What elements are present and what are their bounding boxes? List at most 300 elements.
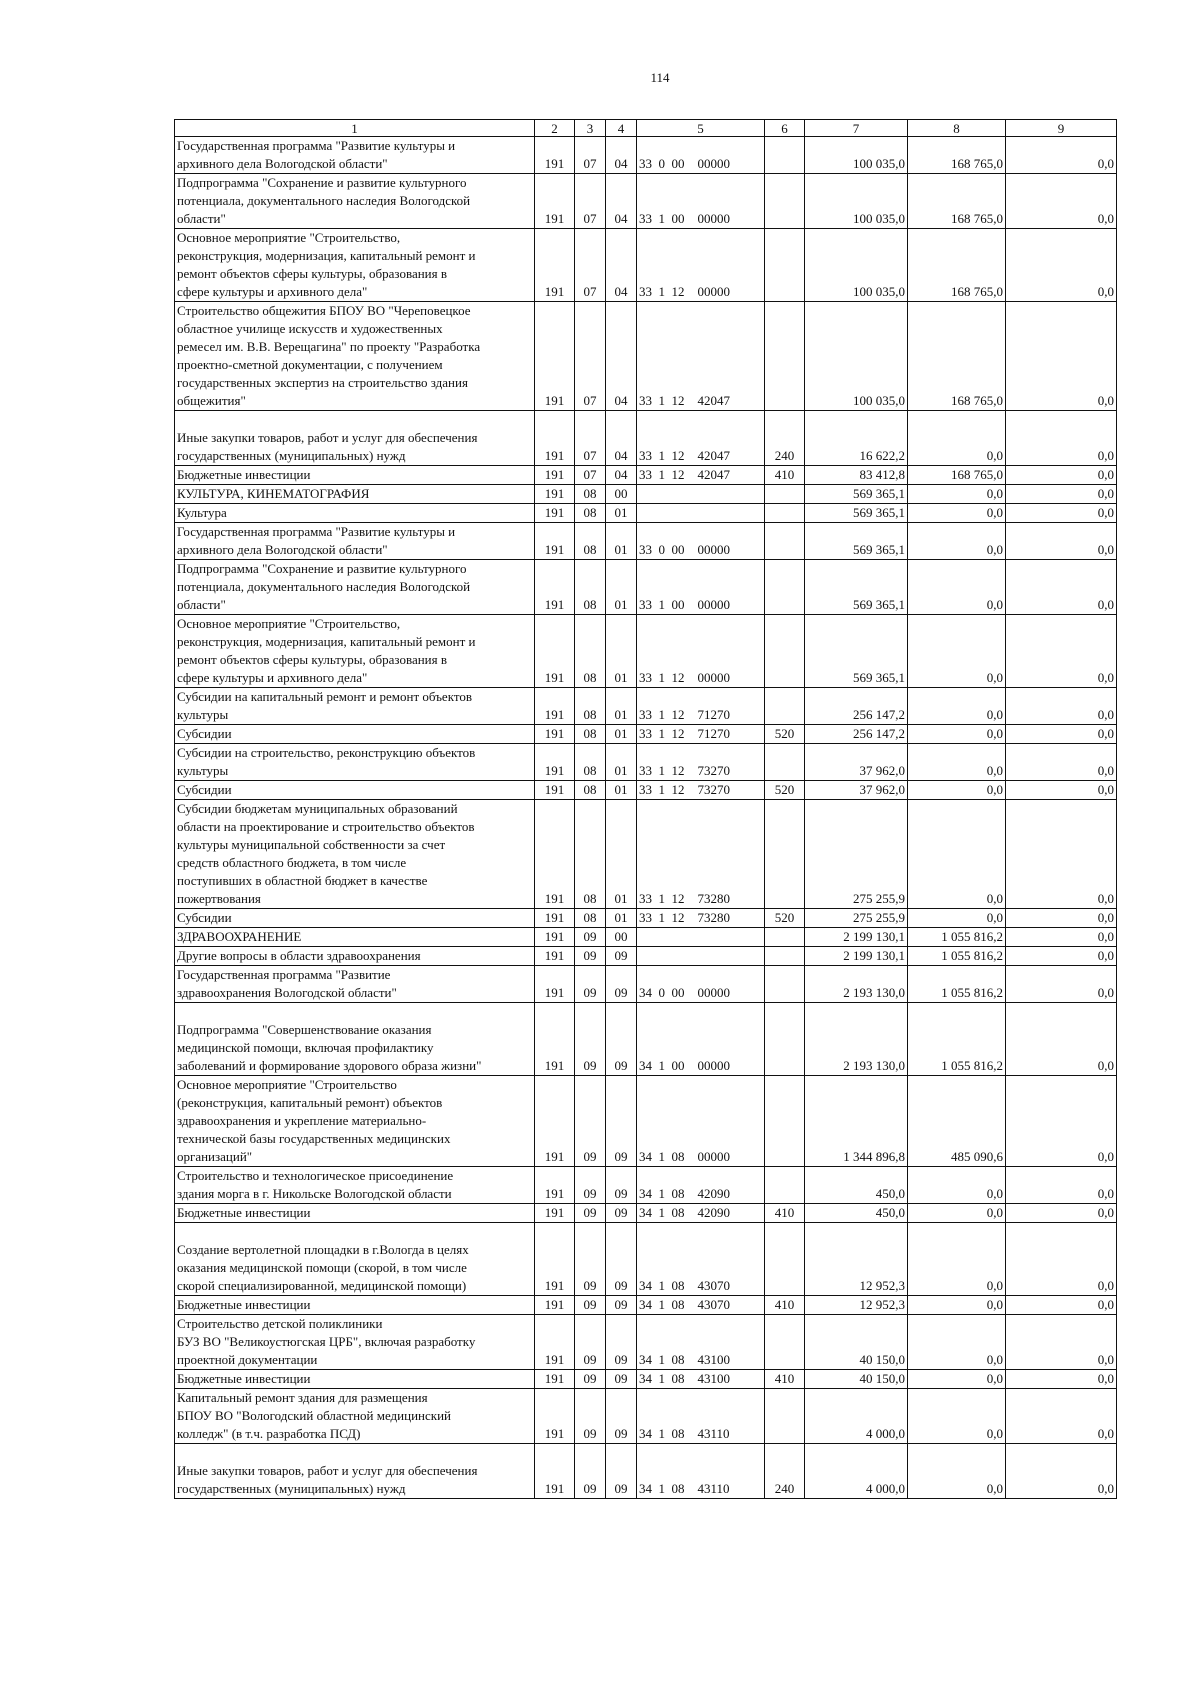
cell-col2: 191: [535, 615, 575, 688]
cell-col9: 0,0: [1006, 947, 1117, 966]
cell-col4: 09: [606, 1370, 637, 1389]
cell-col5: 34 1 00 00000: [637, 1003, 765, 1076]
cell-col7: 569 365,1: [805, 615, 908, 688]
cell-col2: 191: [535, 800, 575, 909]
cell-col8: 485 090,6: [908, 1076, 1006, 1167]
cell-col3: 08: [575, 560, 606, 615]
cell-col2: 191: [535, 1296, 575, 1315]
cell-col2: 191: [535, 485, 575, 504]
cell-col8: 0,0: [908, 560, 1006, 615]
table-row: [175, 1223, 1117, 1296]
cell-col8: 0,0: [908, 1315, 1006, 1370]
row-name: Бюджетные инвестиции: [175, 1370, 535, 1389]
cell-col7: 1 344 896,8: [805, 1076, 908, 1167]
cell-col2: 191: [535, 966, 575, 1003]
cell-col2: 191: [535, 688, 575, 725]
cell-col3: 07: [575, 174, 606, 229]
cell-col7: 2 193 130,0: [805, 1003, 908, 1076]
cell-col8: 0,0: [908, 909, 1006, 928]
cell-col6: [765, 1389, 805, 1444]
cell-col9: 0,0: [1006, 966, 1117, 1003]
column-header-7: 7: [805, 120, 908, 137]
row-name: Основное мероприятие "Строительство, реконструкция, модернизация, капитальный ремонт и ремонт объектов сферы культуры, образования в сфере культуры и архивного дела": [175, 229, 535, 302]
table-row: [175, 1167, 1117, 1204]
cell-col7: 100 035,0: [805, 137, 908, 174]
cell-col6: [765, 1003, 805, 1076]
row-name: КУЛЬТУРА, КИНЕМАТОГРАФИЯ: [175, 485, 535, 504]
row-name: Создание вертолетной площадки в г.Вологда в целях оказания медицинской помощи (скорой, в том числе скорой специализированной, медицинской помощи): [175, 1223, 535, 1296]
row-name: Основное мероприятие "Строительство, реконструкция, модернизация, капитальный ремонт и ремонт объектов сферы культуры, образования в сфере культуры и архивного дела": [175, 615, 535, 688]
cell-col3: 09: [575, 1076, 606, 1167]
cell-col7: 450,0: [805, 1204, 908, 1223]
cell-col6: [765, 485, 805, 504]
cell-col8: 0,0: [908, 781, 1006, 800]
cell-col4: 04: [606, 137, 637, 174]
cell-col5: [637, 947, 765, 966]
row-name: Бюджетные инвестиции: [175, 466, 535, 485]
cell-col3: 08: [575, 523, 606, 560]
cell-col8: 168 765,0: [908, 302, 1006, 411]
cell-col3: 08: [575, 615, 606, 688]
table-row: [175, 560, 1117, 615]
cell-col3: 09: [575, 966, 606, 1003]
cell-col2: 191: [535, 466, 575, 485]
cell-col3: 08: [575, 688, 606, 725]
cell-col9: 0,0: [1006, 928, 1117, 947]
row-name: Иные закупки товаров, работ и услуг для обеспечения государственных (муниципальных) нужд: [175, 1444, 535, 1499]
table-row: [175, 1204, 1117, 1223]
cell-col6: [765, 688, 805, 725]
cell-col9: 0,0: [1006, 615, 1117, 688]
cell-col7: 256 147,2: [805, 725, 908, 744]
cell-col7: 37 962,0: [805, 781, 908, 800]
cell-col4: 04: [606, 302, 637, 411]
cell-col5: 34 1 08 43110: [637, 1389, 765, 1444]
cell-col9: 0,0: [1006, 688, 1117, 725]
cell-col5: 34 1 08 43110: [637, 1444, 765, 1499]
cell-col2: 191: [535, 1003, 575, 1076]
cell-col4: 09: [606, 1003, 637, 1076]
cell-col8: 0,0: [908, 504, 1006, 523]
cell-col6: 520: [765, 909, 805, 928]
cell-col2: 191: [535, 174, 575, 229]
cell-col8: 0,0: [908, 1444, 1006, 1499]
cell-col5: 34 1 08 00000: [637, 1076, 765, 1167]
cell-col6: 240: [765, 411, 805, 466]
cell-col5: [637, 485, 765, 504]
cell-col9: 0,0: [1006, 1076, 1117, 1167]
cell-col3: 09: [575, 1389, 606, 1444]
cell-col4: 09: [606, 966, 637, 1003]
cell-col6: 410: [765, 1204, 805, 1223]
cell-col5: 33 1 00 00000: [637, 174, 765, 229]
cell-col7: 12 952,3: [805, 1296, 908, 1315]
cell-col8: 168 765,0: [908, 466, 1006, 485]
cell-col9: 0,0: [1006, 504, 1117, 523]
budget-table: [174, 119, 1117, 1499]
table-row: [175, 947, 1117, 966]
cell-col7: 2 199 130,1: [805, 928, 908, 947]
row-name: Государственная программа "Развитие культуры и архивного дела Вологодской области": [175, 523, 535, 560]
row-name: Субсидии на строительство, реконструкцию объектов культуры: [175, 744, 535, 781]
cell-col7: 275 255,9: [805, 909, 908, 928]
cell-col3: 09: [575, 1296, 606, 1315]
cell-col8: 0,0: [908, 1389, 1006, 1444]
cell-col6: [765, 504, 805, 523]
cell-col9: 0,0: [1006, 485, 1117, 504]
cell-col6: [765, 1167, 805, 1204]
cell-col7: 37 962,0: [805, 744, 908, 781]
cell-col2: 191: [535, 229, 575, 302]
row-name: Культура: [175, 504, 535, 523]
row-name: Подпрограмма "Совершенствование оказания медицинской помощи, включая профилактику заболеваний и формирование здорового образа жизни": [175, 1003, 535, 1076]
cell-col5: 33 1 12 42047: [637, 466, 765, 485]
table-row: [175, 466, 1117, 485]
page-number: 114: [650, 70, 670, 85]
cell-col9: 0,0: [1006, 1315, 1117, 1370]
cell-col5: 34 1 08 42090: [637, 1167, 765, 1204]
row-name: Государственная программа "Развитие культуры и архивного дела Вологодской области": [175, 137, 535, 174]
cell-col4: 01: [606, 744, 637, 781]
cell-col9: 0,0: [1006, 302, 1117, 411]
cell-col2: 191: [535, 1444, 575, 1499]
row-name: Строительство и технологическое присоединение здания морга в г. Никольске Вологодской области: [175, 1167, 535, 1204]
cell-col2: 191: [535, 909, 575, 928]
row-name: Иные закупки товаров, работ и услуг для обеспечения государственных (муниципальных) нужд: [175, 411, 535, 466]
table-row: [175, 1003, 1117, 1076]
cell-col5: 34 1 08 43070: [637, 1296, 765, 1315]
cell-col9: 0,0: [1006, 174, 1117, 229]
table-row: [175, 1315, 1117, 1370]
cell-col3: 09: [575, 1003, 606, 1076]
cell-col4: 01: [606, 560, 637, 615]
cell-col9: 0,0: [1006, 781, 1117, 800]
cell-col9: 0,0: [1006, 1296, 1117, 1315]
cell-col9: 0,0: [1006, 1389, 1117, 1444]
cell-col9: 0,0: [1006, 1444, 1117, 1499]
column-header-6: 6: [765, 120, 805, 137]
cell-col7: 569 365,1: [805, 523, 908, 560]
cell-col2: 191: [535, 560, 575, 615]
row-name: Капитальный ремонт здания для размещения БПОУ ВО "Вологодский областной медицинский колледж" (в т.ч. разработка ПСД): [175, 1389, 535, 1444]
cell-col7: 569 365,1: [805, 485, 908, 504]
row-name: Подпрограмма "Сохранение и развитие культурного потенциала, документального наследия Вологодской области": [175, 174, 535, 229]
table-row: [175, 966, 1117, 1003]
cell-col7: 450,0: [805, 1167, 908, 1204]
cell-col7: 256 147,2: [805, 688, 908, 725]
cell-col9: 0,0: [1006, 466, 1117, 485]
cell-col4: 01: [606, 725, 637, 744]
cell-col5: 33 1 12 00000: [637, 615, 765, 688]
cell-col8: 0,0: [908, 523, 1006, 560]
cell-col5: 33 1 12 73270: [637, 744, 765, 781]
cell-col7: 83 412,8: [805, 466, 908, 485]
table-row: [175, 1296, 1117, 1315]
cell-col4: 09: [606, 947, 637, 966]
table-row: [175, 485, 1117, 504]
cell-col8: 1 055 816,2: [908, 966, 1006, 1003]
table-row: [175, 1389, 1117, 1444]
cell-col6: 410: [765, 466, 805, 485]
cell-col2: 191: [535, 1223, 575, 1296]
cell-col9: 0,0: [1006, 137, 1117, 174]
table-row: [175, 928, 1117, 947]
cell-col2: 191: [535, 781, 575, 800]
cell-col8: 0,0: [908, 1204, 1006, 1223]
cell-col4: 01: [606, 800, 637, 909]
cell-col5: 33 0 00 00000: [637, 137, 765, 174]
table-row: [175, 688, 1117, 725]
table-row: [175, 504, 1117, 523]
cell-col6: [765, 1076, 805, 1167]
cell-col5: 33 1 12 73280: [637, 909, 765, 928]
cell-col4: 09: [606, 1389, 637, 1444]
cell-col2: 191: [535, 504, 575, 523]
cell-col5: 34 0 00 00000: [637, 966, 765, 1003]
table-row: [175, 523, 1117, 560]
cell-col9: 0,0: [1006, 1003, 1117, 1076]
cell-col6: [765, 137, 805, 174]
cell-col9: 0,0: [1006, 1167, 1117, 1204]
cell-col2: 191: [535, 1204, 575, 1223]
row-name: Строительство общежития БПОУ ВО "Череповецкое областное училище искусств и художественных ремесел им. В.В. Верещагина" по проекту "Разработка проектно-сметной документации, с получением государственных экспертиз на строительство здания общежития": [175, 302, 535, 411]
cell-col5: 34 1 08 42090: [637, 1204, 765, 1223]
cell-col3: 09: [575, 947, 606, 966]
cell-col2: 191: [535, 1167, 575, 1204]
row-name: Субсидии на капитальный ремонт и ремонт объектов культуры: [175, 688, 535, 725]
column-header-2: 2: [535, 120, 575, 137]
cell-col7: 2 193 130,0: [805, 966, 908, 1003]
cell-col8: 168 765,0: [908, 137, 1006, 174]
cell-col2: 191: [535, 1389, 575, 1444]
cell-col4: 01: [606, 688, 637, 725]
cell-col4: 01: [606, 504, 637, 523]
table-row: [175, 302, 1117, 411]
cell-col3: 09: [575, 1315, 606, 1370]
cell-col3: 08: [575, 744, 606, 781]
cell-col5: 33 1 12 73270: [637, 781, 765, 800]
cell-col9: 0,0: [1006, 560, 1117, 615]
cell-col6: 410: [765, 1296, 805, 1315]
column-header-9: 9: [1006, 120, 1117, 137]
cell-col9: 0,0: [1006, 1370, 1117, 1389]
cell-col4: 09: [606, 1223, 637, 1296]
row-name: Строительство детской поликлиники БУЗ ВО "Великоустюгская ЦРБ", включая разработку проектной документации: [175, 1315, 535, 1370]
cell-col5: 34 1 08 43070: [637, 1223, 765, 1296]
cell-col4: 01: [606, 909, 637, 928]
cell-col6: [765, 229, 805, 302]
cell-col7: 569 365,1: [805, 560, 908, 615]
cell-col8: 1 055 816,2: [908, 947, 1006, 966]
table-row: [175, 615, 1117, 688]
row-name: Бюджетные инвестиции: [175, 1204, 535, 1223]
cell-col8: 0,0: [908, 1223, 1006, 1296]
cell-col4: 04: [606, 411, 637, 466]
cell-col2: 191: [535, 1315, 575, 1370]
cell-col2: 191: [535, 411, 575, 466]
cell-col9: 0,0: [1006, 744, 1117, 781]
cell-col3: 09: [575, 1223, 606, 1296]
cell-col4: 09: [606, 1296, 637, 1315]
table-row: [175, 909, 1117, 928]
cell-col7: 275 255,9: [805, 800, 908, 909]
cell-col6: [765, 1223, 805, 1296]
cell-col8: 0,0: [908, 485, 1006, 504]
cell-col6: 410: [765, 1370, 805, 1389]
cell-col7: 4 000,0: [805, 1444, 908, 1499]
cell-col7: 4 000,0: [805, 1389, 908, 1444]
table-row: [175, 725, 1117, 744]
row-name: ЗДРАВООХРАНЕНИЕ: [175, 928, 535, 947]
cell-col8: 0,0: [908, 1296, 1006, 1315]
cell-col9: 0,0: [1006, 909, 1117, 928]
cell-col4: 00: [606, 928, 637, 947]
cell-col5: 33 1 12 71270: [637, 725, 765, 744]
cell-col3: 09: [575, 928, 606, 947]
cell-col7: 16 622,2: [805, 411, 908, 466]
cell-col5: 33 0 00 00000: [637, 523, 765, 560]
cell-col4: 09: [606, 1444, 637, 1499]
cell-col4: 09: [606, 1167, 637, 1204]
cell-col4: 04: [606, 466, 637, 485]
cell-col6: 520: [765, 781, 805, 800]
cell-col6: [765, 174, 805, 229]
table-row: [175, 1076, 1117, 1167]
cell-col6: [765, 523, 805, 560]
table-body: [175, 137, 1117, 1499]
cell-col6: [765, 800, 805, 909]
cell-col2: 191: [535, 928, 575, 947]
cell-col9: 0,0: [1006, 1204, 1117, 1223]
cell-col9: 0,0: [1006, 411, 1117, 466]
cell-col8: 0,0: [908, 800, 1006, 909]
cell-col8: 0,0: [908, 411, 1006, 466]
column-header-4: 4: [606, 120, 637, 137]
cell-col8: 168 765,0: [908, 174, 1006, 229]
cell-col4: 01: [606, 615, 637, 688]
cell-col5: [637, 928, 765, 947]
cell-col7: 569 365,1: [805, 504, 908, 523]
cell-col6: [765, 744, 805, 781]
cell-col3: 08: [575, 800, 606, 909]
cell-col5: 33 1 12 71270: [637, 688, 765, 725]
cell-col6: [765, 560, 805, 615]
cell-col3: 07: [575, 466, 606, 485]
cell-col5: [637, 504, 765, 523]
cell-col9: 0,0: [1006, 523, 1117, 560]
cell-col4: 01: [606, 523, 637, 560]
cell-col2: 191: [535, 1370, 575, 1389]
cell-col3: 08: [575, 485, 606, 504]
cell-col8: 0,0: [908, 1370, 1006, 1389]
cell-col5: 33 1 12 00000: [637, 229, 765, 302]
cell-col7: 40 150,0: [805, 1315, 908, 1370]
cell-col6: 240: [765, 1444, 805, 1499]
cell-col9: 0,0: [1006, 800, 1117, 909]
cell-col5: 34 1 08 43100: [637, 1315, 765, 1370]
row-name: Подпрограмма "Сохранение и развитие культурного потенциала, документального наследия Вологодской области": [175, 560, 535, 615]
cell-col4: 09: [606, 1076, 637, 1167]
cell-col7: 40 150,0: [805, 1370, 908, 1389]
cell-col6: [765, 928, 805, 947]
cell-col3: 08: [575, 909, 606, 928]
cell-col8: 168 765,0: [908, 229, 1006, 302]
cell-col8: 0,0: [908, 1167, 1006, 1204]
row-name: Субсидии: [175, 725, 535, 744]
table-row: [175, 174, 1117, 229]
cell-col7: 100 035,0: [805, 174, 908, 229]
row-name: Субсидии: [175, 781, 535, 800]
table-row: [175, 137, 1117, 174]
cell-col8: 1 055 816,2: [908, 928, 1006, 947]
table-row: [175, 781, 1117, 800]
cell-col5: 33 1 12 42047: [637, 411, 765, 466]
cell-col8: 0,0: [908, 615, 1006, 688]
cell-col3: 07: [575, 137, 606, 174]
cell-col3: 09: [575, 1370, 606, 1389]
table-row: [175, 744, 1117, 781]
row-name: Государственная программа "Развитие здравоохранения Вологодской области": [175, 966, 535, 1003]
cell-col8: 1 055 816,2: [908, 1003, 1006, 1076]
column-header-8: 8: [908, 120, 1006, 137]
table-row: [175, 411, 1117, 466]
column-header-5: 5: [637, 120, 765, 137]
cell-col4: 09: [606, 1204, 637, 1223]
cell-col6: [765, 615, 805, 688]
cell-col7: 100 035,0: [805, 302, 908, 411]
cell-col9: 0,0: [1006, 725, 1117, 744]
table-row: [175, 800, 1117, 909]
cell-col4: 09: [606, 1315, 637, 1370]
row-name: Основное мероприятие "Строительство (реконструкция, капитальный ремонт) объектов здравоохранения и укрепление материально- технической базы государственных медицинских организаций": [175, 1076, 535, 1167]
row-name: Другие вопросы в области здравоохранения: [175, 947, 535, 966]
cell-col2: 191: [535, 947, 575, 966]
cell-col3: 08: [575, 504, 606, 523]
cell-col6: 520: [765, 725, 805, 744]
cell-col6: [765, 966, 805, 1003]
cell-col2: 191: [535, 302, 575, 411]
table-row: [175, 1370, 1117, 1389]
row-name: Субсидии бюджетам муниципальных образований области на проектирование и строительство объектов культуры муниципальной собственности за счет средств областного бюджета, в том числе поступивших в областной бюджет в качестве пожертвования: [175, 800, 535, 909]
cell-col5: 34 1 08 43100: [637, 1370, 765, 1389]
cell-col4: 01: [606, 781, 637, 800]
cell-col2: 191: [535, 744, 575, 781]
header-row: [175, 120, 1117, 137]
cell-col3: 07: [575, 229, 606, 302]
cell-col2: 191: [535, 523, 575, 560]
cell-col8: 0,0: [908, 688, 1006, 725]
cell-col2: 191: [535, 1076, 575, 1167]
cell-col5: 33 1 12 73280: [637, 800, 765, 909]
row-name: Бюджетные инвестиции: [175, 1296, 535, 1315]
cell-col6: [765, 302, 805, 411]
cell-col3: 08: [575, 781, 606, 800]
cell-col2: 191: [535, 725, 575, 744]
cell-col4: 04: [606, 174, 637, 229]
table-row: [175, 229, 1117, 302]
cell-col5: 33 1 12 42047: [637, 302, 765, 411]
cell-col3: 08: [575, 725, 606, 744]
cell-col4: 00: [606, 485, 637, 504]
cell-col3: 09: [575, 1204, 606, 1223]
cell-col8: 0,0: [908, 744, 1006, 781]
column-header-1: 1: [175, 120, 535, 137]
cell-col2: 191: [535, 137, 575, 174]
cell-col8: 0,0: [908, 725, 1006, 744]
cell-col7: 2 199 130,1: [805, 947, 908, 966]
cell-col9: 0,0: [1006, 1223, 1117, 1296]
cell-col4: 04: [606, 229, 637, 302]
